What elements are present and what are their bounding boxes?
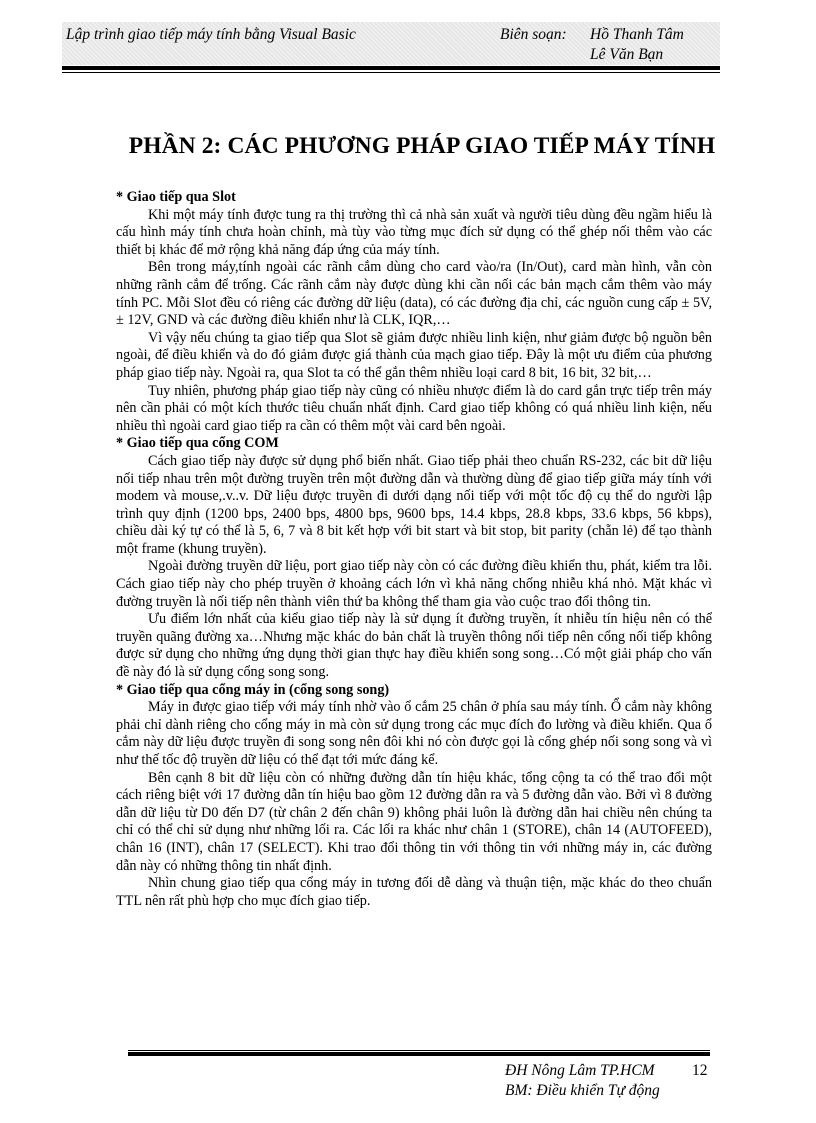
footer-rule-thin — [128, 1050, 710, 1051]
footer-institution: ĐH Nông Lâm TP.HCM — [505, 1062, 655, 1079]
book-title: Lập trình giao tiếp máy tính bằng Visual Basic — [66, 26, 356, 43]
running-footer — [505, 1061, 717, 1101]
document-body — [116, 189, 712, 910]
paragraph: Máy in được giao tiếp với máy tính nhờ vào ổ cắm 25 chân ở phía sau máy tính. Ổ cắm này không phải chỉ dành riêng cho cổng máy in mà còn sử dụng trong các mục đích đo lường và điều khiển. Qua ổ cắm này dữ liệu được truyền đi song song nên đôi khi nó còn được gọi là cổng ghép nối song song và vì như thế tốc độ truyền dữ liệu có thể đạt tới mức đáng kể. — [116, 699, 712, 768]
paragraph: Vì vậy nếu chúng ta giao tiếp qua Slot sẽ giảm được nhiều linh kiện, như giảm được bộ nguồn bên ngoài, để điều khiển và do đó giảm được giá thành của mạch giao tiếp. Đây là một ưu điểm của phương pháp giao tiếp này. Ngoài ra, qua Slot ta có thể gắn thêm nhiều loại card 8 bit, 16 bit, 32 bit,… — [116, 329, 712, 381]
running-header — [62, 22, 720, 65]
paragraph: Bên cạnh 8 bit dữ liệu còn có những đường dẫn tín hiệu khác, tổng cộng ta có thể trao đổi một cách riêng biệt với 17 đường dẫn tín hiệu bao gồm 12 đường dẫn ra và 5 đường dẫn vào. Bởi vì 8 đường dẫn dữ liệu từ D0 đến D7 (từ chân 2 đến chân 9) không phải luôn là đường dẫn hai chiều nên chúng ta chỉ có thể chỉ sử dụng như những lối ra. Các lối ra khác như chân 1 (STORE), chân 14 (AUTOFEED), chân 16 (INT), chân 17 (SELECT). Khi trao đổi thông tin với thông tin với những máy in, các đường dẫn này có những thông tin nhất định. — [116, 769, 712, 874]
paragraph: Ưu điểm lớn nhất của kiểu giao tiếp này là sử dụng ít đường truyền, ít nhiễu tín hiệu nên có thể truyền quãng đường xa…Nhưng mặc khác do bản chất là truyền thông nối tiếp nên cổng nối tiếp không được sử dụng cho những ứng dụng thời gian thực hay điều khiển song song…Có một giải pháp cho vấn đề này đó là sử dụng cổng song song. — [116, 611, 712, 681]
paragraph: Nhìn chung giao tiếp qua cổng máy in tương đối dễ dàng và thuận tiện, mặc khác do theo chuẩn TTL nên rất phù hợp cho mục đích giao tiếp. — [116, 875, 712, 909]
authors-label: Biên soạn: — [500, 26, 567, 43]
section-heading-parallel: * Giao tiếp qua cổng máy in (cổng song song) — [116, 681, 390, 698]
paragraph: Tuy nhiên, phương pháp giao tiếp này cũng có nhiều nhược điểm là do card gắn trực tiếp trên máy nên cần phải có một kích thước tiêu chuẩn nhất định. Card giao tiếp không có quá nhiều linh kiện, nếu nhiều thì ngoài card giao tiếp ra cần có thêm một vài card bên ngoài. — [116, 382, 712, 434]
footer-rule-thick — [128, 1052, 710, 1056]
footer-department: BM: Điều khiển Tự động — [505, 1082, 660, 1099]
section-heading-com: * Giao tiếp qua cổng COM — [116, 435, 279, 452]
author-1: Hồ Thanh Tâm — [590, 26, 684, 43]
paragraph: Cách giao tiếp này được sử dụng phổ biến nhất. Giao tiếp phải theo chuẩn RS-232, các bit dữ liệu nối tiếp nhau trên một đường truyền trên một đường dẫn và thường dùng để giao tiếp giữa máy tính với modem và mouse,.v..v. Dữ liệu được truyền đi dưới dạng nối tiếp với một tốc độ cụ thể do người lập trình quy định (1200 bps, 2400 bps, 4800 bps, 9600 bps, 14.4 kbps, 28.8 kbps, 33.6 kbps, 56 kbps), chiều dài ký tự có thể là 5, 6, 7 và 8 bit kết hợp với bit start và bit stop, bit parity (chẵn lẻ) để tạo thành một frame (khung truyền). — [116, 452, 712, 557]
section-heading-slot: * Giao tiếp qua Slot — [116, 189, 236, 205]
page-number: 12 — [692, 1062, 708, 1079]
page-title: PHẦN 2: CÁC PHƯƠNG PHÁP GIAO TIẾP MÁY TÍNH — [128, 133, 716, 159]
paragraph: Khi một máy tính được tung ra thị trường thì cả nhà sản xuất và người tiêu dùng đều ngầm hiểu là cấu hình máy tính chưa hoàn chỉnh, mà tùy vào từng mục đích sử dụng có thể ghép nối thêm vào các thiết bị khác để mở rộng khả năng đáp ứng của máy tính. — [116, 206, 712, 258]
header-rule-thin — [62, 72, 720, 73]
header-rule-thick — [62, 66, 720, 70]
paragraph: Ngoài đường truyền dữ liệu, port giao tiếp này còn có các đường điều khiển thu, phát, kiểm tra lỗi. Cách giao tiếp này cho phép truyền ở khoảng cách lớn vì khả năng chống nhiễu khá nhỏ. Mặt khác vì đường truyền là nối tiếp nên thành viên thứ ba không thể tham gia vào cuộc trao đổi thông tin. — [116, 558, 712, 610]
paragraph: Bên trong máy,tính ngoài các rãnh cắm dùng cho card vào/ra (In/Out), card màn hình, vẫn còn những rãnh cắm để trống. Các rãnh cắm này được dùng khi cần nối các bản mạch cắm thêm vào máy tính PC. Mỗi Slot đều có riêng các đường dữ liệu (data), có các đường địa chỉ, các nguồn cung cấp ± 5V, ± 12V, GND và các đường điều khiển như là CLK, IQR,… — [116, 259, 712, 329]
author-2: Lê Văn Bạn — [590, 46, 664, 63]
